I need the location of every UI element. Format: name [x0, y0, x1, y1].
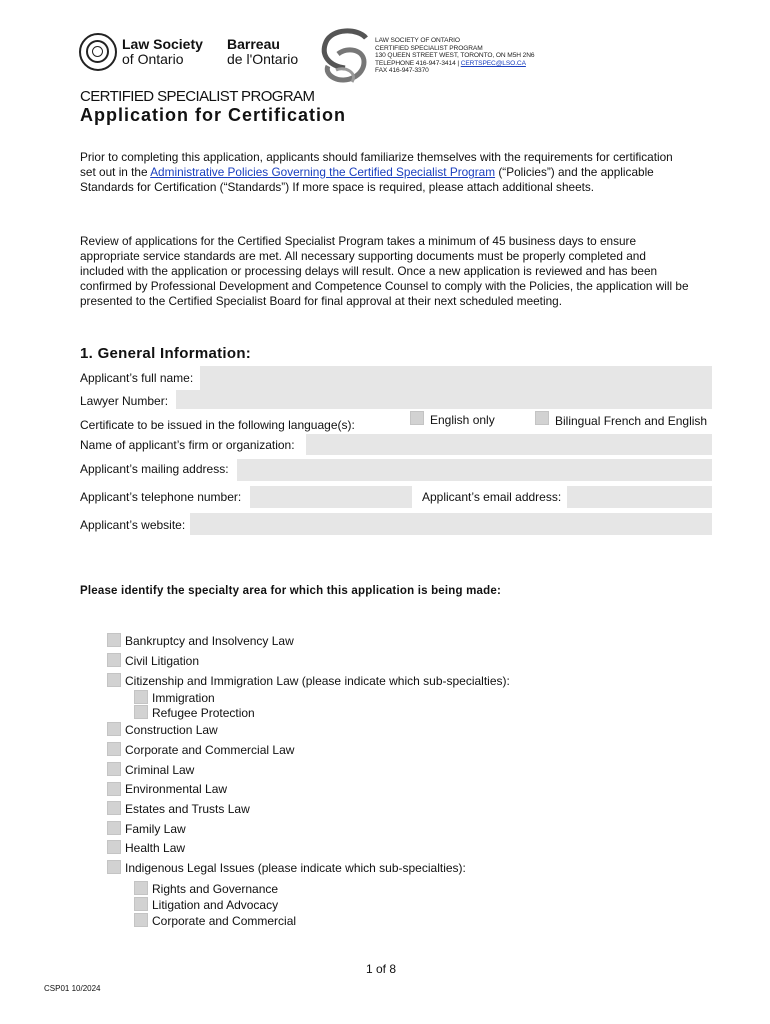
- email-field[interactable]: [567, 486, 712, 508]
- specialty-checkbox-construction[interactable]: [107, 722, 121, 736]
- firm-label: Name of applicant’s firm or organization:: [80, 438, 295, 452]
- mailing-address-label: Applicant’s mailing address:: [80, 462, 229, 476]
- specialty-label: Construction Law: [125, 723, 218, 737]
- law-society-logo: [79, 33, 209, 75]
- specialty-checkbox-citizenship[interactable]: [107, 673, 121, 687]
- english-only-label: English only: [430, 413, 495, 427]
- specialty-checkbox-family[interactable]: [107, 821, 121, 835]
- certified-specialist-logo-icon: [318, 26, 372, 90]
- policies-link[interactable]: Administrative Policies Governing the Certified Specialist Program: [150, 165, 496, 179]
- form-code: CSP01 10/2024: [44, 984, 101, 993]
- subspecialty-checkbox-refugee[interactable]: [134, 705, 148, 719]
- specialty-label: Citizenship and Immigration Law (please indicate which sub-specialties):: [125, 674, 510, 688]
- intro-paragraph-2: Review of applications for the Certified Specialist Program takes a minimum of 45 business days to ensure appropriate service standards are met. All necessary supporting documents must be properly completed and included with the application or processing delays will result. Once a new application is reviewed and has been confirmed by Professional Development and Competence Counsel to comply with the Policies, the application will be presented to the Certified Specialist Board for final approval at their next scheduled meeting.: [80, 234, 689, 308]
- page-title: Application for Certification: [80, 105, 347, 125]
- law-society-emblem-icon: [79, 33, 117, 71]
- subspecialty-label: Refugee Protection: [152, 706, 255, 720]
- bilingual-label: Bilingual French and English: [555, 414, 708, 428]
- email-link[interactable]: CERTSPEC@LSO.CA: [460, 59, 526, 67]
- english-only-checkbox[interactable]: [410, 411, 424, 425]
- barreau-logo: [227, 37, 298, 67]
- subspecialty-label: Rights and Governance: [152, 882, 279, 896]
- subspecialty-checkbox-rights[interactable]: [134, 881, 148, 895]
- specialty-label: Health Law: [125, 841, 186, 855]
- telephone-field[interactable]: [250, 486, 412, 508]
- certificate-language-label: Certificate to be issued in the following language(s):: [80, 418, 355, 432]
- specialty-label: Civil Litigation: [125, 654, 200, 668]
- subspecialty-label: Immigration: [152, 691, 215, 705]
- contact-line: CERTIFIED SPECIALIST PROGRAM: [375, 44, 483, 52]
- specialty-checkbox-criminal[interactable]: [107, 762, 121, 776]
- program-heading: CERTIFIED SPECIALIST PROGRAM: [80, 88, 315, 105]
- specialty-checkbox-bankruptcy[interactable]: [107, 633, 121, 647]
- lawyer-number-label: Lawyer Number:: [80, 394, 169, 408]
- fax-text: FAX 416-947-3370: [375, 67, 429, 74]
- program-contact-block: [375, 37, 534, 75]
- specialty-label: Indigenous Legal Issues (please indicate which sub-specialties):: [125, 861, 466, 875]
- telephone-label: Applicant’s telephone number:: [80, 490, 242, 504]
- specialty-checkbox-civil-litigation[interactable]: [107, 653, 121, 667]
- lawyer-number-field[interactable]: [176, 390, 712, 409]
- specialty-checkbox-corporate[interactable]: [107, 742, 121, 756]
- barreau-line2: de l'Ontario: [227, 51, 299, 67]
- contact-line: 130 QUEEN STREET WEST, TORONTO, ON M5H 2N6: [375, 52, 535, 59]
- specialty-label: Estates and Trusts Law: [125, 802, 250, 816]
- specialty-checkbox-indigenous[interactable]: [107, 860, 121, 874]
- specialty-label: Corporate and Commercial Law: [125, 743, 295, 757]
- specialty-label: Bankruptcy and Insolvency Law: [125, 634, 294, 648]
- specialty-label: Family Law: [125, 822, 186, 836]
- subspecialty-checkbox-litigation[interactable]: [134, 897, 148, 911]
- website-field[interactable]: [190, 513, 712, 535]
- bilingual-checkbox[interactable]: [535, 411, 549, 425]
- specialty-checkbox-environmental[interactable]: [107, 782, 121, 796]
- specialty-checkbox-estates[interactable]: [107, 801, 121, 815]
- subspecialty-checkbox-corporate[interactable]: [134, 913, 148, 927]
- email-label: Applicant’s email address:: [422, 490, 562, 504]
- section-heading-general: 1. General Information:: [80, 345, 252, 362]
- contact-line: LAW SOCIETY OF ONTARIO: [375, 37, 460, 44]
- lso-logo-line2: of Ontario: [122, 51, 184, 67]
- specialty-checkbox-health[interactable]: [107, 840, 121, 854]
- lso-logo-line1: Law Society: [122, 36, 203, 52]
- telephone-text: TELEPHONE 416-947-3414 |: [375, 59, 459, 67]
- specialty-label: Environmental Law: [125, 782, 228, 796]
- subspecialty-label: Litigation and Advocacy: [152, 898, 279, 912]
- website-label: Applicant’s website:: [80, 518, 186, 532]
- specialty-label: Criminal Law: [125, 763, 195, 777]
- barreau-line1: Barreau: [227, 36, 280, 52]
- specialty-question: Please identify the specialty area for which this application is being made:: [80, 585, 502, 597]
- intro-paragraph-1: Prior to completing this application, applicants should familiarize themselves with the requirements for certification set out in the Administrative Policies Governing the Certified Specialist Program (“Policies”) and the applicable Standards for Certification (“Standards”) If more space is required, please attach additional sheets.: [80, 150, 673, 194]
- firm-field[interactable]: [306, 434, 712, 455]
- page-number: 1 of 8: [366, 962, 397, 976]
- subspecialty-label: Corporate and Commercial: [152, 914, 297, 928]
- subspecialty-checkbox-immigration[interactable]: [134, 690, 148, 704]
- mailing-address-field[interactable]: [237, 459, 712, 481]
- full-name-label: Applicant’s full name:: [80, 371, 194, 385]
